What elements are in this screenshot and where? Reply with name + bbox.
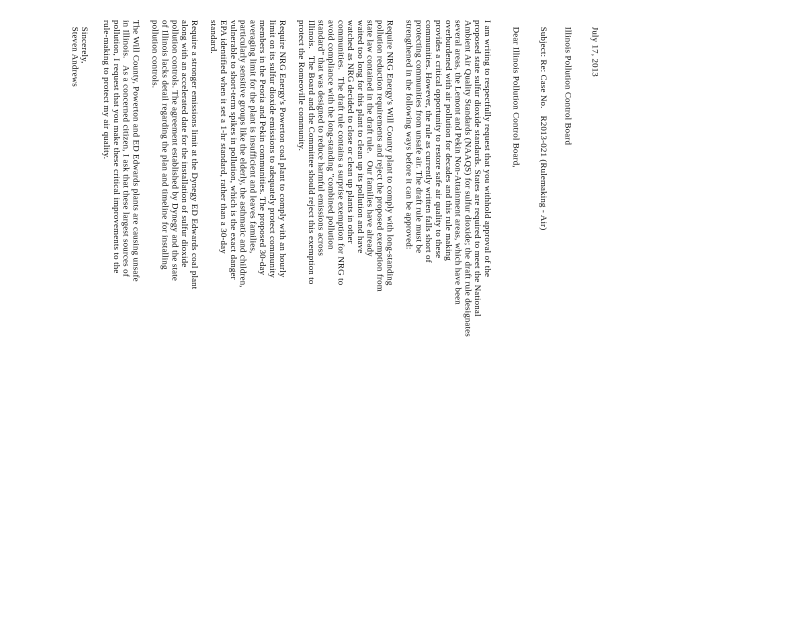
letter-line: EPA identified when it set a 1-hr standard, rather than a 30-day [219,20,230,254]
paragraph-ed-edwards [150,20,199,289]
letter-line: waited too long for this plant to clean up its pollution and have [355,20,367,254]
letter-line: proposed state sulfur dioxide standards. States are required to meet the National [473,20,484,317]
paragraph-will-county [297,20,395,292]
letter-closing: Sincerely, [80,26,91,64]
letter-line: averaging limit for the plant is insufficient and leaves families, [248,20,259,254]
letter-line: Ambient Air Quality Standards (NAAQS) for sulfur dioxide; the draft rule designates [463,20,474,337]
letter-line: strengthened in the following ways before it can be approved: [404,20,415,250]
letter-line: pollution controls. [150,20,161,89]
letter-line: communities. However, the rule as currently written falls short of [424,20,435,263]
letter-line: pollution controls. The agreement established by Dynegy and the state [170,20,181,281]
letter-line: state law contained in the draft rule. Our families have already [365,20,376,257]
letter-recipient: Illinois Pollution Control Board [563,26,574,146]
letter-line: rule-making to protect my air quality. [102,20,113,160]
letter-line: Require NRG Energy's Will County plant to comply with long-standing [385,20,396,286]
letter-line: standard. [209,20,220,54]
letter-line: protect the Romeoville community. [297,20,308,151]
letter-line: Require NRG Energy's Powerton coal plant to comply with an hourly [277,20,288,278]
letter-line: of Illinois lacks detail regarding the plan and timeline for installing [160,20,171,270]
letter-line: pollution reduction requirements and reject the proposed exemption from [375,20,386,292]
letter-date: July 17, 2013 [590,26,601,77]
letter-line: I am writing to respectfully request that you withhold approval of the [483,20,494,278]
letter-salutation: Dear Illinois Pollution Control Board, [511,26,522,168]
letter-line: limit on its sulfur dioxide emissions to adequately protect community [268,20,279,278]
letter-line: protecting communities from unsafe air. The draft rule must be [414,20,425,254]
letter-line: vulnerable to short-term spikes in pollution, which is the exact danger [228,20,239,280]
letter-line: provides a critical opportunity to restore safe air quality to these [434,20,445,259]
letter-line: along with an accelerated date for the installation of sulfur dioxide [180,20,191,268]
paragraph-intro [404,20,492,337]
letter-line: Require a stronger emissions limit at the Dynegy ED Edwards coal plant [190,20,201,290]
letter-line: pollution, I request that you make these critical improvements to the [111,20,123,274]
letter-line: overburdened with air pollution for decades and this rule making [443,20,454,261]
letter-line: Illinois. The Board and the Committee should reject this exemption to [306,20,318,285]
letter-line: particularly sensitive groups like the elderly, the asthmatic and children, [238,20,249,288]
paragraph-powerton [209,20,287,288]
letter-subject: Subject: Re: Case No. R2013-021 (Rulemaking - Air) [538,26,549,231]
letter-line: members in the Peoria and Pekin communities. The proposed 30-day [258,20,269,276]
letter-line: in Illinois. As a concerned citizen, I ask that these largest sources of [121,20,132,277]
letter-line: several areas, the Lemont and Pekin Non-Attainment areas, which have been [453,20,464,305]
letter-signature: Steven Andrews [70,26,81,87]
letter-line: The Will County, Powerton and ED Edwards plants are causing unsafe [131,20,142,282]
letter-line: standard" that was designed to reduce harmful emissions across [316,20,327,256]
letter-line: avoid compliance with the long-standing "combined pollution [326,20,337,250]
paragraph-conclusion [102,20,141,282]
letter-line: communities. The draft rule contains a surprise exemption for NRG to [336,20,347,286]
rotated-letter [70,20,600,396]
letter-line: watched as NRG decided to close or clean up plants in other [346,20,357,244]
